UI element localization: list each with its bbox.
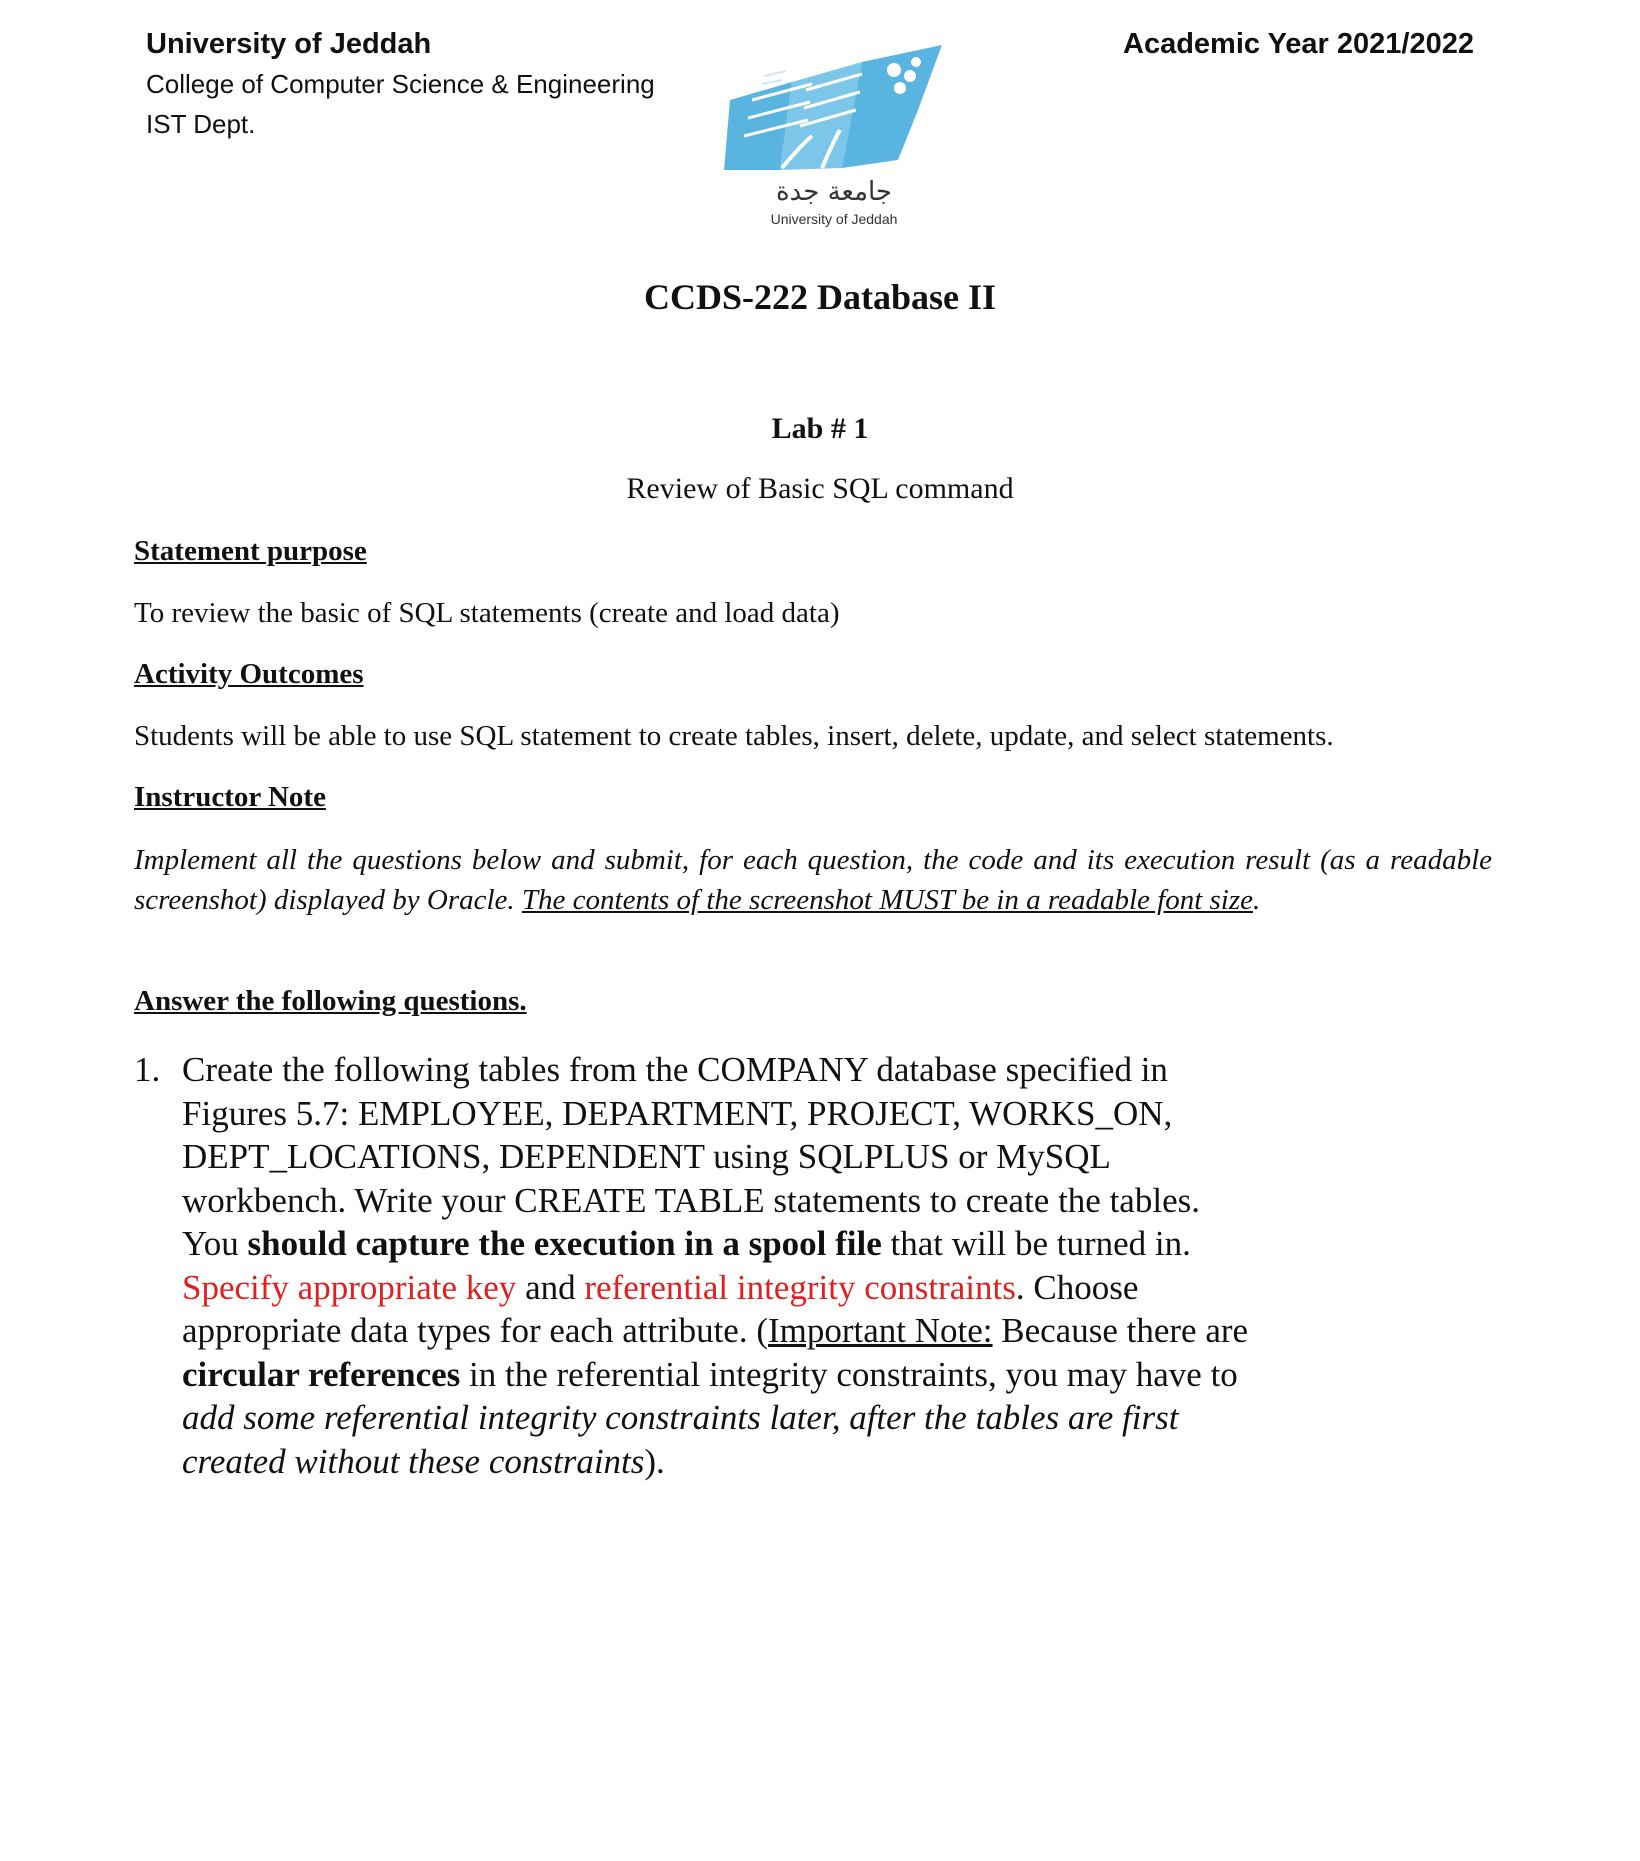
- q1-important-note: Important Note:: [767, 1311, 993, 1350]
- header-left: [146, 26, 655, 146]
- q1-l8-rest: in the referential integrity constraints, you may have to: [460, 1354, 1238, 1394]
- instructor-note-end: .: [1253, 884, 1261, 916]
- lab-subtitle: Review of Basic SQL command: [626, 472, 1014, 505]
- instructor-note-plain: Implement all the questions below and submit, for each question, the code and its execution result (as a readable screenshot) displayed by Oracle.: [134, 844, 1492, 916]
- q1-circular-bold: circular references: [182, 1354, 461, 1394]
- q1-line: DEPT_LOCATIONS, DEPENDENT using SQLPLUS or MySQL: [182, 1137, 1111, 1176]
- department-name: IST Dept.: [146, 109, 256, 139]
- question-1-text: [182, 1048, 1472, 1483]
- lab-title: Lab # 1: [771, 412, 869, 445]
- university-logo: [722, 40, 952, 235]
- q1-red-key: Specify appropriate key: [182, 1267, 517, 1307]
- statement-purpose-heading: Statement purpose: [134, 535, 367, 567]
- instructor-note-text: [134, 840, 1492, 920]
- q1-red-constraints: referential integrity constraints: [584, 1267, 1016, 1307]
- q1-line: Figures 5.7: EMPLOYEE, DEPARTMENT, PROJECT, WORKS_ON,: [182, 1093, 1173, 1133]
- q1-spool-bold: should capture the execution in a spool file: [247, 1224, 882, 1263]
- q1-line: [182, 1222, 1472, 1266]
- university-name: University of Jeddah: [146, 28, 432, 60]
- university-logo-icon: [722, 40, 952, 235]
- activity-outcomes-heading: Activity Outcomes: [134, 658, 364, 690]
- q1-l7-a: appropriate data types for each attribute. (: [182, 1311, 768, 1350]
- questions-heading: Answer the following questions.: [134, 985, 527, 1017]
- q1-line: [182, 1309, 1472, 1353]
- q1-l6-end: . Choose: [1015, 1267, 1139, 1307]
- question-1-number: 1.: [134, 1050, 161, 1089]
- q1-l5-a: You: [182, 1224, 248, 1263]
- logo-english-text: University of Jeddah: [770, 211, 898, 227]
- q1-line: [182, 1440, 1472, 1484]
- q1-line: Create the following tables from the COMPANY database specified in: [182, 1050, 1168, 1089]
- activity-outcomes-text: Students will be able to use SQL statement to create tables, insert, delete, update, and select statements.: [134, 720, 1334, 752]
- q1-l5-b: that will be turned in.: [881, 1224, 1191, 1263]
- q1-l10-end: ).: [644, 1441, 665, 1481]
- q1-line: [182, 1266, 1472, 1310]
- instructor-note-underlined: The contents of the screenshot MUST be in a readable font size: [521, 884, 1253, 916]
- q1-line: [182, 1353, 1472, 1397]
- instructor-note-heading: Instructor Note: [134, 781, 326, 813]
- q1-line: add some referential integrity constraints later, after the tables are first: [182, 1398, 1179, 1437]
- logo-arabic-text: جامعة جدة: [775, 177, 893, 207]
- course-title: CCDS-222 Database II: [643, 277, 997, 317]
- q1-l7-b: Because there are: [992, 1311, 1249, 1350]
- statement-purpose-text: To review the basic of SQL statements (create and load data): [134, 597, 840, 629]
- q1-l6-mid: and: [516, 1267, 585, 1307]
- q1-line: workbench. Write your CREATE TABLE statements to create the tables.: [182, 1180, 1200, 1220]
- college-name: College of Computer Science & Engineering: [146, 69, 655, 99]
- academic-year: Academic Year 2021/2022: [1123, 28, 1474, 60]
- q1-l10-italic: created without these constraints: [182, 1441, 645, 1481]
